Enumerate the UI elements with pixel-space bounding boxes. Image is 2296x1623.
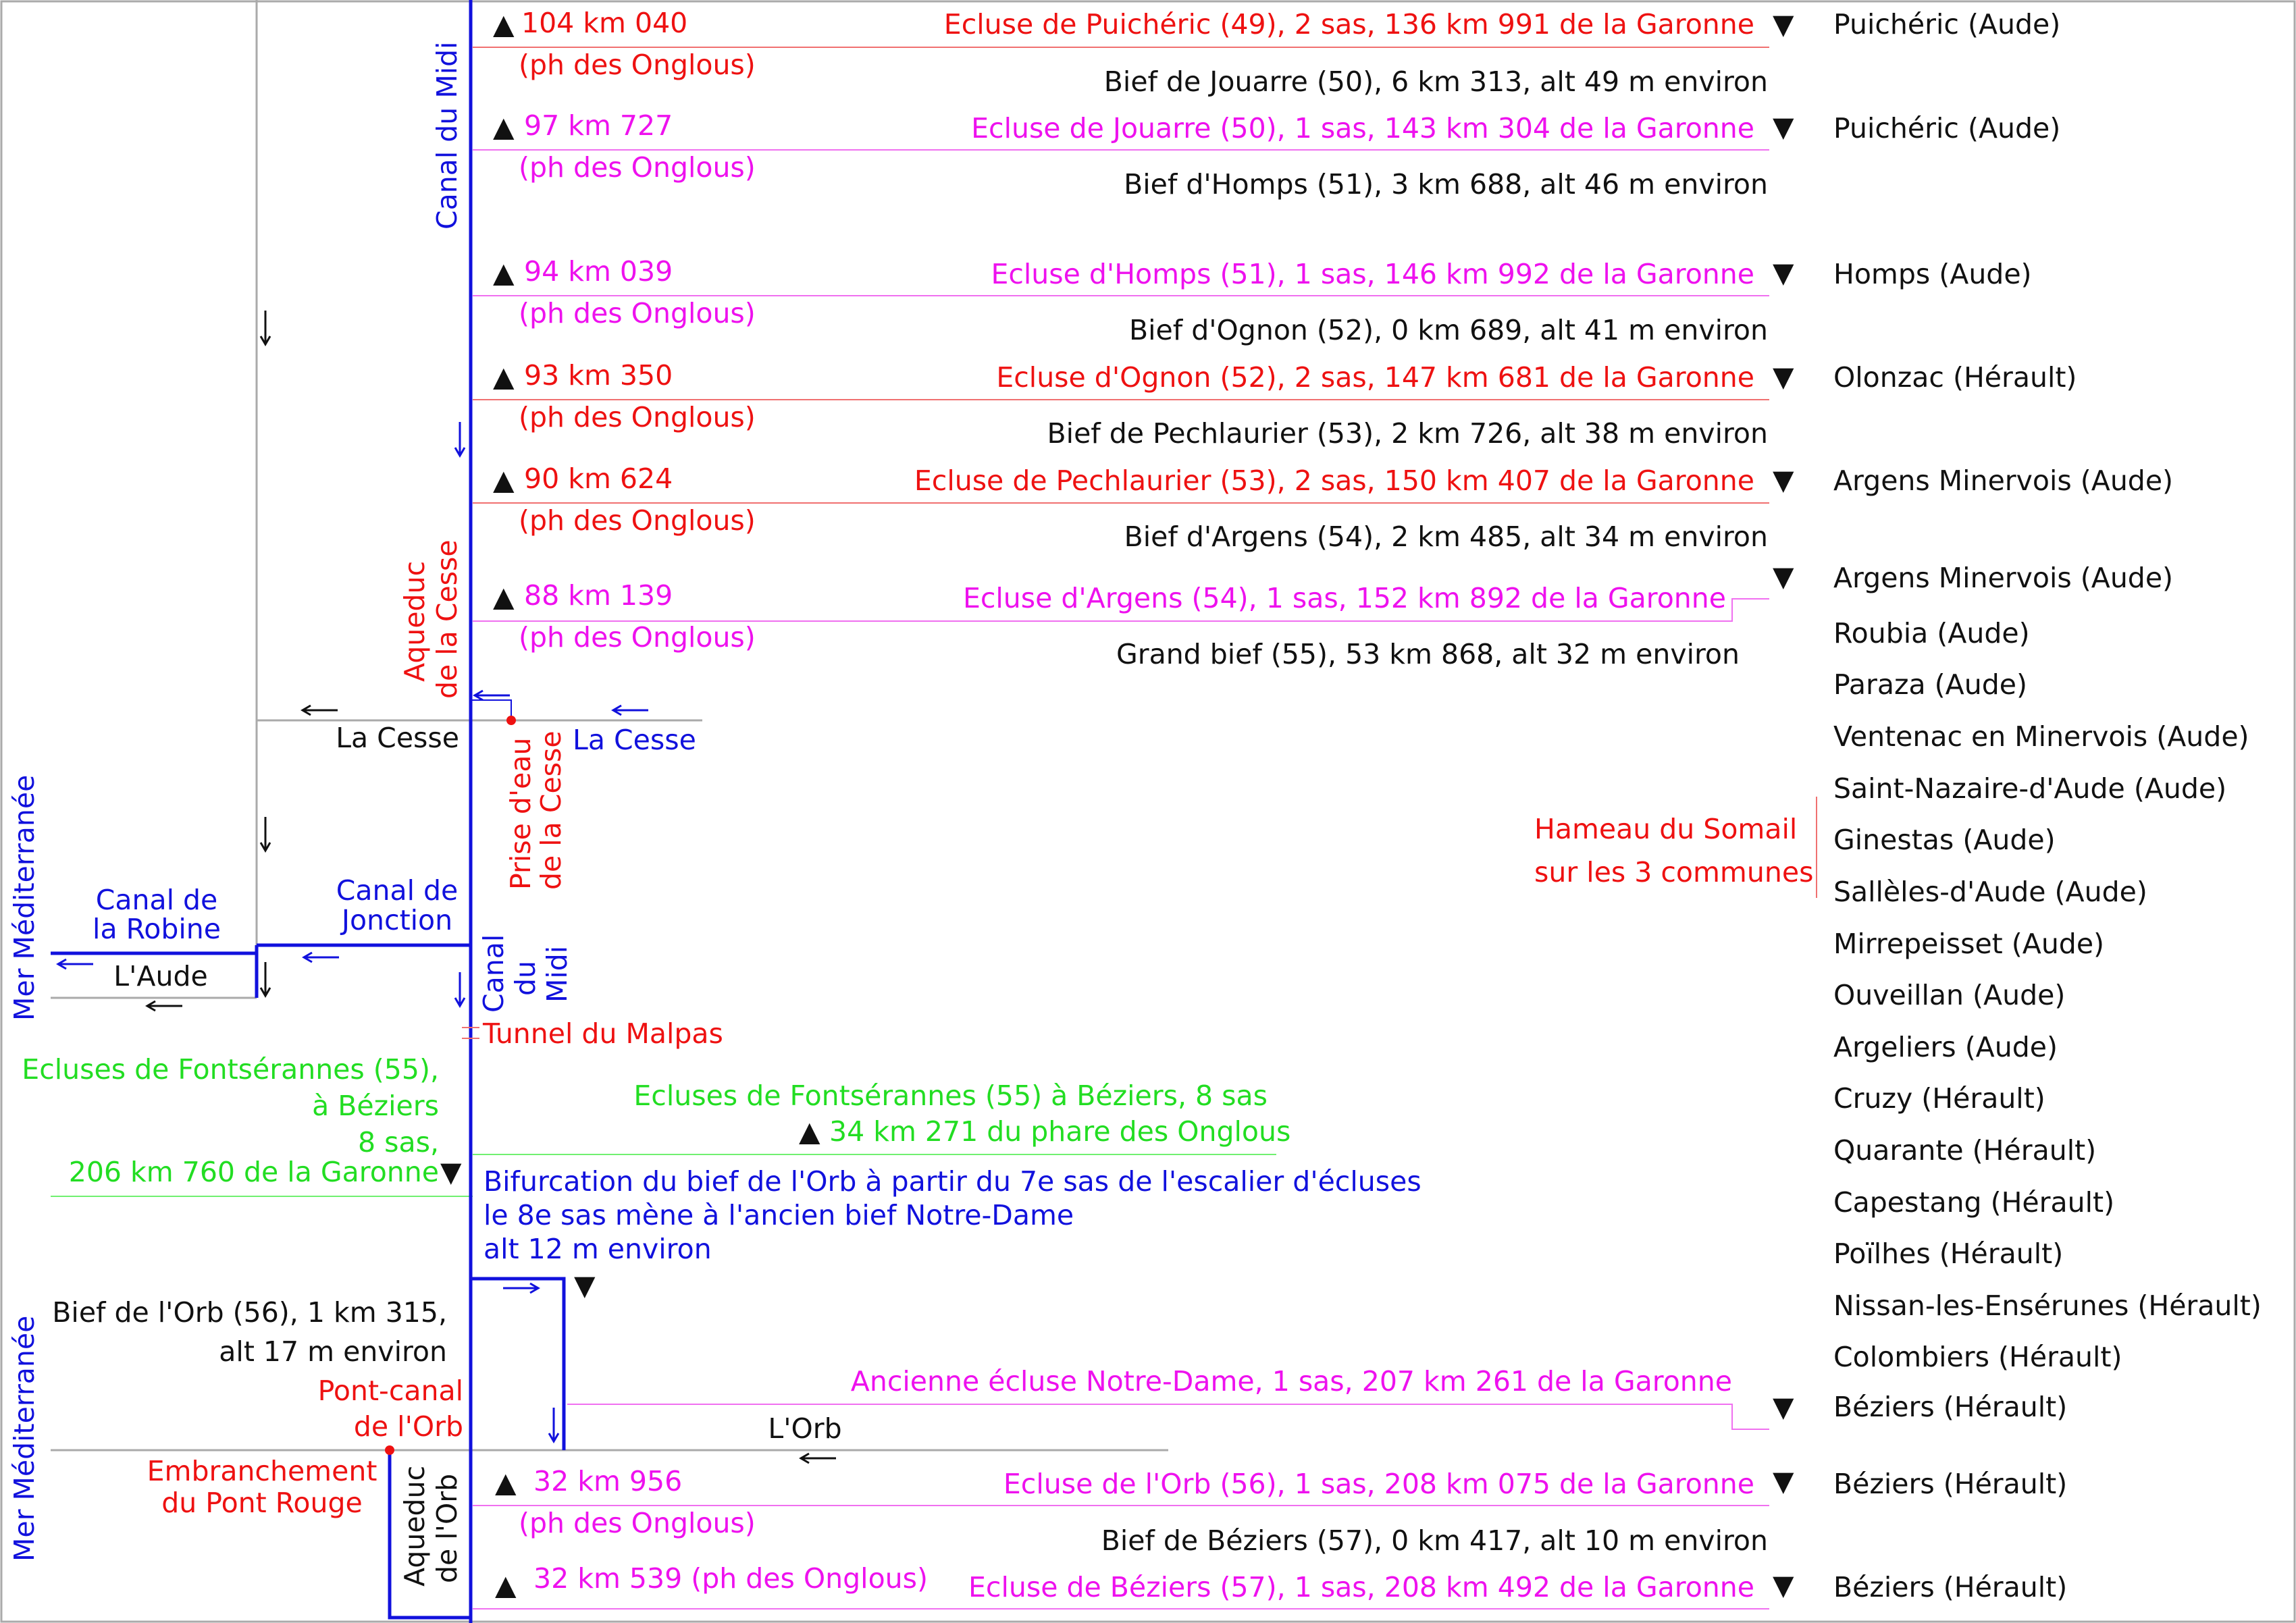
commune-item: Mirrepeisset (Aude) — [1833, 928, 2105, 960]
bief-label: Bief de Jouarre (50), 6 km 313, alt 49 m environ — [1103, 65, 1768, 98]
fonserannes-mid-label: Ecluses de Fontsérannes (55) à Béziers, 8 sas — [633, 1080, 1268, 1112]
lock-name: Ecluse de Béziers (57), 1 sas, 208 km 492 de la Garonne — [968, 1571, 1754, 1603]
hameau-label: sur les 3 communes — [1534, 856, 1814, 888]
down-arrow-icon: ▼ — [1773, 1569, 1794, 1601]
lock-commune: Olonzac (Hérault) — [1833, 361, 2077, 394]
lock-name: Ecluse d'Argens (54), 1 sas, 152 km 892 de la Garonne — [962, 582, 1726, 614]
bief-label: Bief de Pechlaurier (53), 2 km 726, alt 38 m environ — [1047, 417, 1768, 450]
prise-eau-label: Prise d'eau — [504, 737, 537, 890]
lock-name: Ecluse d'Ognon (52), 2 sas, 147 km 681 de la Garonne — [996, 361, 1754, 394]
lock-km: 97 km 727 — [524, 109, 673, 142]
bief-label: Bief d'Ognon (52), 0 km 689, alt 41 m environ — [1129, 314, 1768, 346]
tunnel-malpas-label: Tunnel du Malpas — [483, 1017, 723, 1050]
commune-item: Cruzy (Hérault) — [1833, 1082, 2045, 1115]
prise-eau-label: de la Cesse — [535, 730, 567, 890]
up-arrow-icon: ▲ — [493, 464, 515, 496]
lock-km: 94 km 039 — [524, 255, 673, 288]
up-arrow-icon: ▲ — [493, 257, 515, 289]
commune-item: Capestang (Hérault) — [1833, 1186, 2115, 1219]
commune-item: Ouveillan (Aude) — [1833, 979, 2066, 1011]
bief-orb-label: alt 17 m environ — [219, 1335, 447, 1368]
fonserannes-label: à Béziers — [312, 1090, 439, 1122]
down-arrow-icon: ▼ — [1773, 257, 1794, 289]
lock-commune: Homps (Aude) — [1833, 258, 2032, 290]
lock-commune: Puichéric (Aude) — [1833, 8, 2061, 41]
canal-robine-label: la Robine — [93, 913, 221, 945]
lock-name: Ecluse de l'Orb (56), 1 sas, 208 km 075 de la Garonne — [1003, 1468, 1754, 1500]
pont-rouge-dot — [385, 1445, 394, 1455]
canal-name-top: Canal du Midi — [431, 41, 463, 230]
la-cesse-west-label: La Cesse — [336, 722, 459, 754]
lock-commune: Argens Minervois (Aude) — [1833, 562, 2174, 594]
down-arrow-icon: ▼ — [440, 1156, 462, 1188]
lock-km: 32 km 956 — [533, 1465, 683, 1497]
fonserannes-mid-label: 34 km 271 du phare des Onglous — [829, 1115, 1291, 1148]
l-aude-label: L'Aude — [113, 960, 208, 992]
commune-item: Nissan-les-Ensérunes (Hérault) — [1833, 1289, 2262, 1322]
down-arrow-icon: ▼ — [1773, 560, 1794, 593]
bief-label: Grand bief (55), 53 km 868, alt 32 m environ — [1116, 638, 1740, 670]
lock-name: Ecluse de Puichéric (49), 2 sas, 136 km 991 de la Garonne — [943, 8, 1754, 41]
embranchement-label: Embranchement — [147, 1455, 377, 1487]
lock-ph: (ph des Onglous) — [519, 621, 756, 654]
up-arrow-icon: ▲ — [493, 581, 515, 613]
down-arrow-icon: ▼ — [1773, 464, 1794, 496]
bifurcation-label: Bifurcation du bief de l'Orb à partir du 7e sas de l'escalier d'écluses — [484, 1165, 1421, 1198]
triangle-markers — [440, 8, 1794, 1601]
up-arrow-icon: ▲ — [495, 1466, 517, 1499]
lock-ph: (ph des Onglous) — [519, 1507, 756, 1539]
up-arrow-icon: ▲ — [495, 1569, 517, 1601]
hameau-label: Hameau du Somail — [1534, 813, 1798, 845]
commune-item: Saint-Nazaire-d'Aude (Aude) — [1833, 772, 2227, 805]
mer-mediterranee-label: Mer Méditerranée — [8, 1315, 41, 1562]
lock-ph: (ph des Onglous) — [519, 297, 756, 329]
bief-orb-label: Bief de l'Orb (56), 1 km 315, — [52, 1296, 447, 1329]
canal-jonction-label: Jonction — [341, 904, 453, 936]
bief-label: Bief de Béziers (57), 0 km 417, alt 10 m environ — [1101, 1524, 1768, 1557]
lock-km: 32 km 539 (ph des Onglous) — [533, 1562, 928, 1595]
lock-km: 90 km 624 — [524, 462, 673, 495]
commune-item: Argeliers (Aude) — [1833, 1031, 2058, 1063]
prise-eau-dot — [506, 716, 516, 725]
bifurcation-label: alt 12 m environ — [484, 1233, 712, 1265]
fonserannes-label: Ecluses de Fontsérannes (55), — [22, 1053, 439, 1086]
lock-commune: Puichéric (Aude) — [1833, 112, 2061, 144]
lock-km: 88 km 139 — [524, 579, 673, 612]
communes-list — [1833, 617, 2262, 1423]
canal-midi-label: Midi — [541, 945, 573, 1003]
bifurcation-label: le 8e sas mène à l'ancien bief Notre-Dame — [484, 1199, 1074, 1231]
up-arrow-icon: ▲ — [493, 8, 515, 41]
lock-ph: (ph des Onglous) — [519, 151, 756, 184]
down-arrow-icon: ▼ — [574, 1269, 596, 1302]
commune-item: Béziers (Hérault) — [1833, 1391, 2068, 1423]
bief-label: Bief d'Homps (51), 3 km 688, alt 46 m environ — [1124, 168, 1768, 201]
pont-canal-label: de l'Orb — [353, 1410, 463, 1443]
down-arrow-icon: ▼ — [1773, 8, 1794, 41]
down-arrow-icon: ▼ — [1773, 361, 1794, 393]
fonserannes-label: 8 sas, — [358, 1126, 439, 1159]
lock-ph: (ph des Onglous) — [519, 504, 756, 537]
ancienne-ecluse-label: Ancienne écluse Notre-Dame, 1 sas, 207 km 261 de la Garonne — [850, 1365, 1732, 1398]
down-arrow-icon: ▼ — [1773, 111, 1794, 143]
embranchement-label: du Pont Rouge — [161, 1487, 363, 1519]
canal-midi-label: du — [509, 960, 542, 996]
fonserannes-label: 206 km 760 de la Garonne — [68, 1156, 439, 1188]
aqueduc-orb-label: de l'Orb — [431, 1473, 463, 1583]
lock-ph: (ph des Onglous) — [519, 401, 756, 433]
la-cesse-east-label: La Cesse — [573, 724, 696, 756]
lock-ph: (ph des Onglous) — [519, 49, 756, 81]
lock-commune: Béziers (Hérault) — [1833, 1468, 2068, 1500]
commune-item: Poïlhes (Hérault) — [1833, 1238, 2064, 1270]
canal-robine-label: Canal de — [95, 884, 218, 916]
mer-mediterranee-label: Mer Méditerranée — [8, 774, 41, 1021]
aqueduc-cesse-label: de la Cesse — [431, 539, 463, 699]
canal-jonction-label: Canal de — [336, 874, 459, 907]
commune-item: Quarante (Hérault) — [1833, 1134, 2097, 1167]
commune-item: Colombiers (Hérault) — [1833, 1341, 2122, 1373]
aqueduc-orb-label: Aqueduc — [398, 1465, 431, 1587]
canal-lines — [51, 0, 564, 1623]
up-arrow-icon: ▲ — [799, 1115, 820, 1148]
commune-item: Roubia (Aude) — [1833, 617, 2030, 649]
down-arrow-icon: ▼ — [1773, 1465, 1794, 1497]
lock-commune: Argens Minervois (Aude) — [1833, 464, 2174, 497]
lock-km: 104 km 040 — [521, 7, 688, 39]
commune-item: Sallèles-d'Aude (Aude) — [1833, 876, 2147, 908]
lock-km: 93 km 350 — [524, 359, 673, 392]
pont-canal-label: Pont-canal — [317, 1375, 463, 1407]
lock-name: Ecluse d'Homps (51), 1 sas, 146 km 992 de la Garonne — [991, 258, 1754, 290]
lock-name: Ecluse de Pechlaurier (53), 2 sas, 150 km 407 de la Garonne — [914, 464, 1754, 497]
bief-label: Bief d'Argens (54), 2 km 485, alt 34 m environ — [1124, 521, 1768, 553]
l-orb-label: L'Orb — [768, 1412, 842, 1445]
commune-item: Ventenac en Minervois (Aude) — [1833, 720, 2249, 753]
up-arrow-icon: ▲ — [493, 111, 515, 143]
cesse-intake-line — [471, 700, 511, 720]
commune-item: Paraza (Aude) — [1833, 668, 2027, 701]
lock-commune: Béziers (Hérault) — [1833, 1571, 2068, 1603]
up-arrow-icon: ▲ — [493, 361, 515, 393]
down-arrow-icon: ▼ — [1773, 1391, 1794, 1423]
aqueduc-cesse-label: Aqueduc — [398, 560, 431, 682]
canal-midi-label: Canal — [477, 934, 510, 1013]
lock-name: Ecluse de Jouarre (50), 1 sas, 143 km 304 de la Garonne — [971, 112, 1754, 144]
commune-item: Ginestas (Aude) — [1833, 824, 2056, 856]
